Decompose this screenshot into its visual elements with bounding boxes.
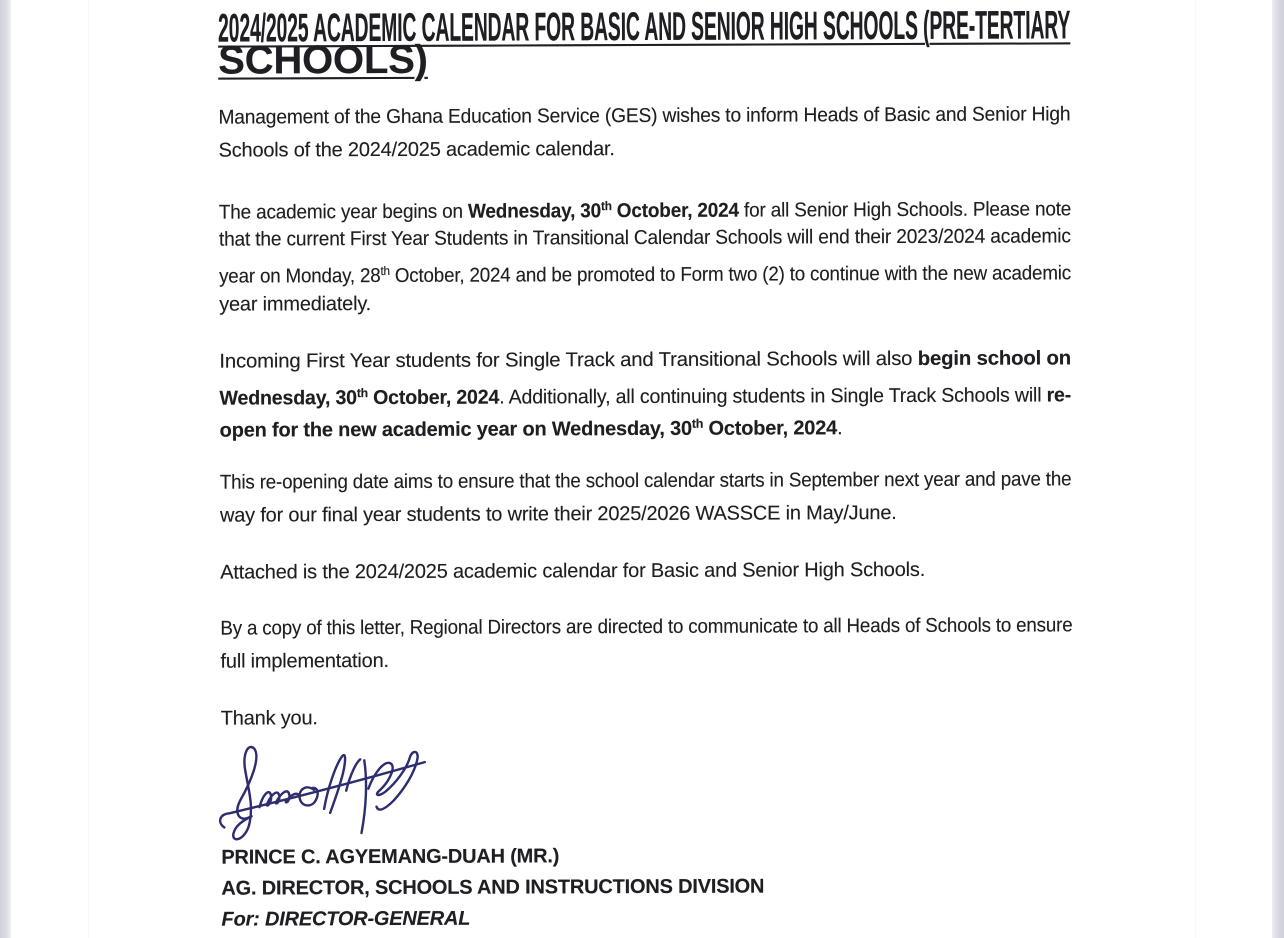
handwritten-signature-ink bbox=[214, 726, 436, 848]
paragraph: The academic year begins on Wednesday, 30th October, 2024 for all Senior High Schools. Please note that the current First Year Students in Transitional Calendar Schools will end their 2023/2024 academic year on Monday, 28th October, 2024 and be promoted to Form two (2) to continue with the new academic year immediately. bbox=[218, 197, 1072, 316]
letter-title: 2024/2025 ACADEMIC CALENDAR FOR BASIC AND SENIOR HIGH SCHOOLS (PRE-TERTIARY SCHOOLS) bbox=[218, 3, 1071, 84]
paragraph: Incoming First Year students for Single Track and Transitional Schools will also begin school on Wednesday, 30th October, 2024. Additionally, all continuing students in Single Track Schools will re- open for the new academic year on Wednesday, 30th October, 2024. bbox=[219, 346, 1072, 443]
paragraph: Attached is the 2024/2025 academic calendar for Basic and Senior High Schools. bbox=[220, 558, 926, 584]
signatory-for-line: For: DIRECTOR-GENERAL bbox=[221, 907, 471, 931]
letter-body bbox=[218, 99, 1072, 735]
paragraph: Management of the Ghana Education Service (GES) wishes to inform Heads of Basic and Senior High Schools of the 2024/2025 academic calendar. bbox=[218, 103, 1071, 162]
signature-block bbox=[221, 839, 1073, 935]
paragraph: This re-opening date aims to ensure that the school calendar starts in September next year and pave the way for our final year students to write their 2025/2026 WASSCE in May/June. bbox=[219, 468, 1072, 527]
paragraph: By a copy of this letter, Regional Directors are directed to communicate to all Heads of Schools to ensure full implementation. bbox=[220, 614, 1073, 673]
signatory-role: AG. DIRECTOR, SCHOOLS AND INSTRUCTIONS DIVISION bbox=[221, 875, 765, 900]
signatory-name: PRINCE C. AGYEMANG-DUAH (MR.) bbox=[221, 845, 560, 869]
paragraph: Thank you. bbox=[220, 707, 318, 730]
